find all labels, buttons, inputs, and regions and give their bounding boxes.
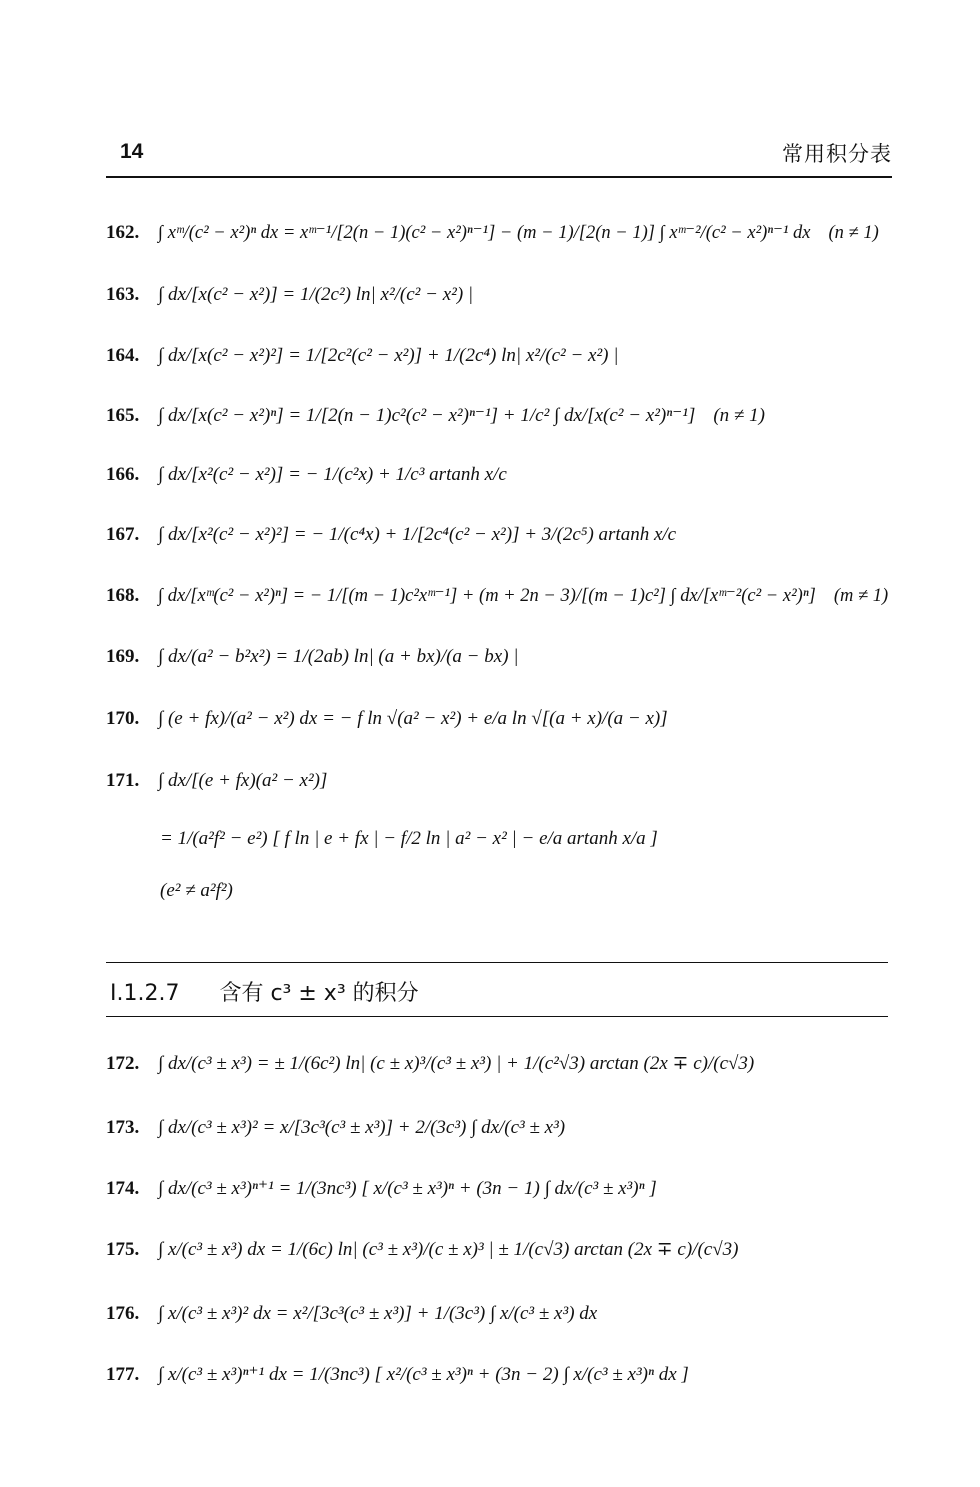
- section-title: 含有 c³ ± x³ 的积分: [219, 981, 419, 1006]
- formula-expression: ∫ x/(c³ ± x³)² dx = x²/[3c³(c³ ± x³)] + 1/(3c³) ∫ x/(c³ ± x³) dx: [158, 1303, 598, 1324]
- page-number: 14: [120, 140, 144, 163]
- formula-row: [106, 1116, 896, 1140]
- formula-expression: ∫ x/(c³ ± x³)ⁿ⁺¹ dx = 1/(3nc³) [ x²/(c³ ± x³)ⁿ + (3n − 2) ∫ x/(c³ ± x³)ⁿ dx ]: [158, 1364, 689, 1385]
- formula-expression: ∫ dx/(a² − b²x²) = 1/(2ab) ln| (a + bx)/(a − bx) |: [158, 646, 519, 667]
- formula-number: 167.: [106, 524, 140, 545]
- formula-row: [106, 523, 896, 547]
- section-heading: [110, 976, 419, 1007]
- formula-row: [106, 1177, 896, 1201]
- formula-expression: ∫ dx/[x²(c² − x²)²] = − 1/(c⁴x) + 1/[2c⁴(c² − x²)] + 3/(2c⁵) artanh x/c: [158, 524, 677, 545]
- formula-row: [106, 1363, 896, 1387]
- formula-171-line2: = 1/(a²f² − e²) [ f ln | e + fx | − f/2 ln | a² − x² | − e/a artanh x/a ]: [160, 828, 658, 849]
- formula-row: [106, 463, 896, 487]
- formula-row: [106, 283, 896, 307]
- formula-expression: ∫ dx/[(e + fx)(a² − x²)]: [158, 770, 328, 791]
- formula-expression: ∫ dx/(c³ ± x³)² = x/[3c³(c³ ± x³)] + 2/(3c³) ∫ dx/(c³ ± x³): [158, 1117, 566, 1138]
- section-number: Ⅰ.1.2.7: [110, 981, 180, 1006]
- formula-row: [106, 344, 896, 368]
- formula-row: [106, 769, 896, 793]
- formula-expression: ∫ dx/[x²(c² − x²)] = − 1/(c²x) + 1/c³ artanh x/c: [158, 464, 507, 485]
- formula-row: [106, 404, 896, 428]
- formula-condition: (n ≠ 1): [828, 223, 879, 243]
- formula-number: 170.: [106, 708, 140, 729]
- formula-condition: (n ≠ 1): [713, 405, 765, 426]
- formula-number: 162.: [106, 222, 140, 243]
- formula-171-condition: (e² ≠ a²f²): [160, 880, 233, 901]
- formula-row: [106, 1052, 896, 1076]
- formula-number: 174.: [106, 1178, 140, 1199]
- formula-expression: ∫ x/(c³ ± x³) dx = 1/(6c) ln| (c³ ± x³)/(c ± x)³ | ± 1/(c√3) arctan (2x ∓ c)/(c√3): [158, 1239, 739, 1260]
- formula-expression: ∫ xᵐ/(c² − x²)ⁿ dx = xᵐ⁻¹/[2(n − 1)(c² − x²)ⁿ⁻¹] − (m − 1)/[2(n − 1)] ∫ xᵐ⁻²/(c² − x²)ⁿ⁻¹ dx: [158, 223, 811, 243]
- formula-number: 168.: [106, 585, 140, 606]
- formula-number: 172.: [106, 1053, 140, 1074]
- formula-expression: ∫ dx/[xᵐ(c² − x²)ⁿ] = − 1/[(m − 1)c²xᵐ⁻¹] + (m + 2n − 3)/[(m − 1)c²] ∫ dx/[xᵐ⁻²(c² − x²)ⁿ]: [158, 586, 816, 606]
- formula-expression: ∫ dx/[x(c² − x²)²] = 1/[2c²(c² − x²)] + 1/(2c⁴) ln| x²/(c² − x²) |: [158, 345, 619, 366]
- formula-number: 171.: [106, 770, 140, 791]
- formula-number: 173.: [106, 1117, 140, 1138]
- section-rule-top: [106, 962, 888, 963]
- formula-expression: ∫ dx/(c³ ± x³)ⁿ⁺¹ = 1/(3nc³) [ x/(c³ ± x³)ⁿ + (3n − 1) ∫ dx/(c³ ± x³)ⁿ ]: [158, 1178, 657, 1199]
- formula-row: [106, 1302, 896, 1326]
- formula-number: 165.: [106, 405, 140, 426]
- formula-row: [106, 1238, 896, 1262]
- formula-number: 177.: [106, 1364, 140, 1385]
- formula-expression: ∫ dx/[x(c² − x²)] = 1/(2c²) ln| x²/(c² − x²) |: [158, 284, 474, 305]
- section-rule-bottom: [106, 1016, 888, 1017]
- formula-row: [106, 584, 896, 608]
- formula-number: 175.: [106, 1239, 140, 1260]
- page-header: [106, 136, 892, 178]
- formula-row: [106, 221, 896, 245]
- running-title: 常用积分表: [782, 142, 892, 166]
- formula-number: 169.: [106, 646, 140, 667]
- formula-condition: (m ≠ 1): [833, 586, 889, 606]
- formula-expression: ∫ dx/(c³ ± x³) = ± 1/(6c²) ln| (c ± x)³/(c³ ± x³) | + 1/(c²√3) arctan (2x ∓ c)/(c√3): [158, 1053, 755, 1074]
- formula-row: [106, 707, 896, 731]
- formula-expression: ∫ dx/[x(c² − x²)ⁿ] = 1/[2(n − 1)c²(c² − x²)ⁿ⁻¹] + 1/c² ∫ dx/[x(c² − x²)ⁿ⁻¹]: [158, 405, 696, 426]
- formula-number: 164.: [106, 345, 140, 366]
- formula-expression: ∫ (e + fx)/(a² − x²) dx = − f ln √(a² − x²) + e/a ln √[(a + x)/(a − x)]: [158, 708, 668, 729]
- formula-number: 163.: [106, 284, 140, 305]
- formula-row: [106, 645, 896, 669]
- formula-number: 176.: [106, 1303, 140, 1324]
- formula-number: 166.: [106, 464, 140, 485]
